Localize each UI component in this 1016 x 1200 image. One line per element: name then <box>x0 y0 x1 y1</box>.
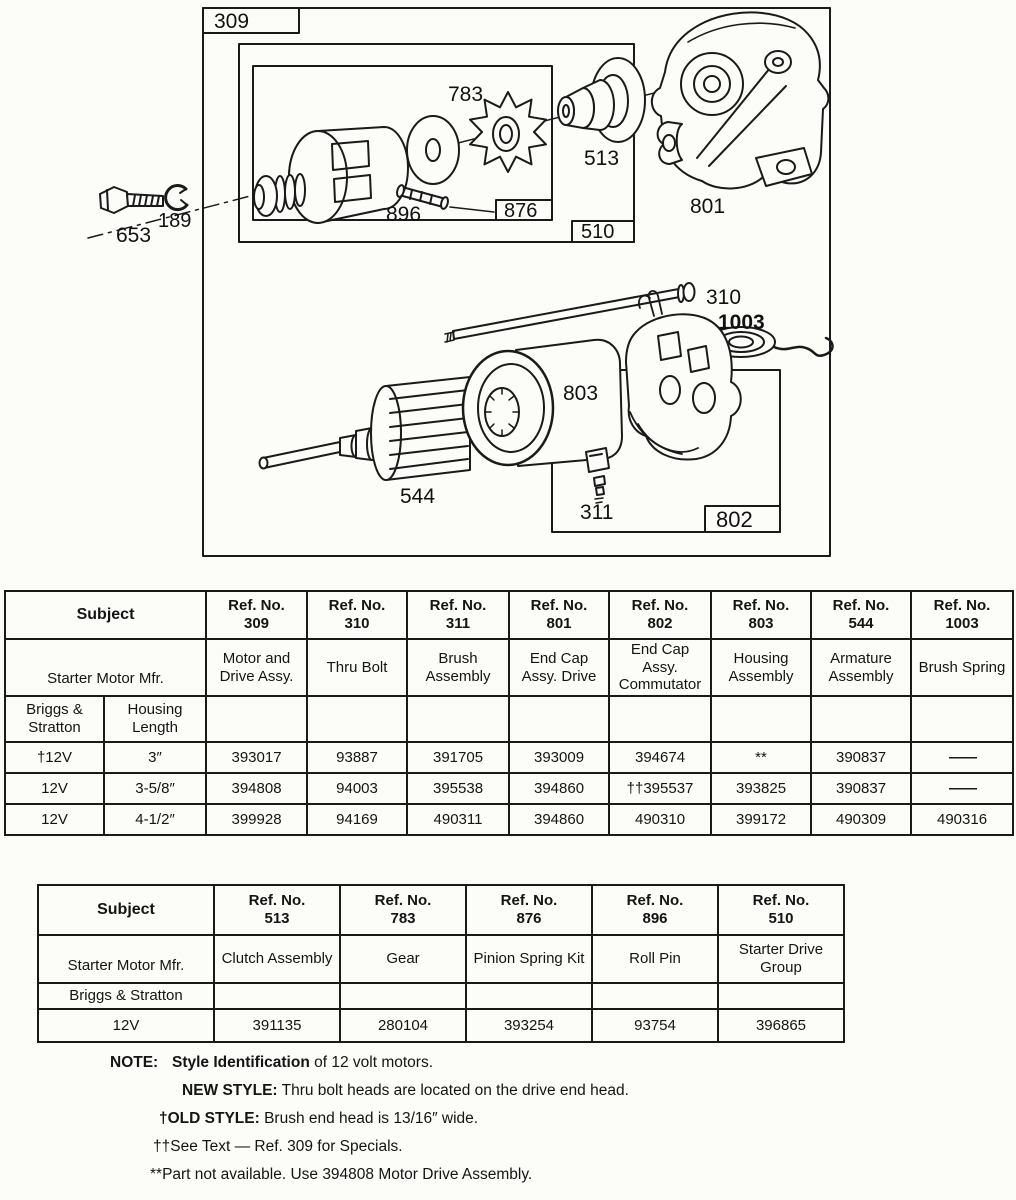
note-text: Thru bolt heads are located on the drive end head. <box>277 1082 629 1099</box>
table2-ref-header-783: Ref. No. 783 <box>340 885 466 935</box>
voltage-cell: 12V <box>5 773 104 804</box>
table1-desc-309: Motor and Drive Assy. <box>206 639 307 696</box>
callout-310: 310 <box>706 286 742 309</box>
clutch-assembly-513 <box>558 58 645 142</box>
table1-ref-header-802: Ref. No. 802 <box>609 591 711 639</box>
callout-311: 311 <box>580 501 614 524</box>
table2-desc-896: Roll Pin <box>592 935 718 983</box>
note-text: ††See Text — Ref. 309 for Specials. <box>153 1138 403 1155</box>
table2-ref-header-510: Ref. No. 510 <box>718 885 844 935</box>
empty-cell <box>307 696 407 742</box>
empty-cell <box>214 983 340 1009</box>
part-number-cell: —— <box>911 742 1013 773</box>
part-number-cell: 93754 <box>592 1009 718 1042</box>
clutch-housing <box>254 127 408 223</box>
armature-544 <box>260 377 471 480</box>
note-old-style <box>159 1110 850 1128</box>
empty-cell <box>811 696 911 742</box>
part-number-cell: 393825 <box>711 773 811 804</box>
part-number-cell: 94003 <box>307 773 407 804</box>
part-number-cell: 490310 <box>609 804 711 835</box>
housing-length-cell: 3″ <box>104 742 206 773</box>
part-number-cell: 391135 <box>214 1009 340 1042</box>
empty-cell <box>609 696 711 742</box>
part-number-cell: 93887 <box>307 742 407 773</box>
callout-896: 896 <box>386 203 422 226</box>
end-cap-drive-801 <box>652 12 829 188</box>
empty-cell <box>911 696 1013 742</box>
note-bold-text: NEW STYLE: <box>182 1082 278 1099</box>
table1-ref-header-803: Ref. No. 803 <box>711 591 811 639</box>
voltage-cell: †12V <box>5 742 104 773</box>
note-text: of 12 volt motors. <box>309 1054 434 1071</box>
empty-cell <box>509 696 609 742</box>
exploded-diagram <box>0 0 1016 585</box>
note-text: **Part not available. Use 394808 Motor Drive Assembly. <box>150 1166 533 1183</box>
table1-mfr-label: Starter Motor Mfr. <box>5 639 206 696</box>
table1-ref-header-311: Ref. No. 311 <box>407 591 509 639</box>
empty-cell <box>718 983 844 1009</box>
callout-783: 783 <box>448 83 484 106</box>
table-row <box>5 742 1013 773</box>
note-bold-text: Style Identification <box>172 1054 310 1071</box>
note-new-style <box>182 1082 850 1100</box>
part-number-cell: 393017 <box>206 742 307 773</box>
part-number-cell: 399172 <box>711 804 811 835</box>
callout-544: 544 <box>400 485 436 508</box>
voltage-cell: 12V <box>5 804 104 835</box>
callout-513: 513 <box>584 147 620 170</box>
retainer-clip-189 <box>166 186 187 210</box>
part-number-cell: 394860 <box>509 804 609 835</box>
callout-309: 309 <box>214 10 250 33</box>
empty-cell <box>592 983 718 1009</box>
table2-ref-header-896: Ref. No. 896 <box>592 885 718 935</box>
washer <box>407 116 459 184</box>
note-part-not-available <box>150 1166 850 1184</box>
table2-desc-513: Clutch Assembly <box>214 935 340 983</box>
voltage-cell: 12V <box>38 1009 214 1042</box>
empty-cell <box>407 696 509 742</box>
part-number-cell: 490309 <box>811 804 911 835</box>
callout-189: 189 <box>158 210 192 232</box>
part-number-cell: —— <box>911 773 1013 804</box>
part-number-cell: 399928 <box>206 804 307 835</box>
part-number-cell: 490311 <box>407 804 509 835</box>
part-number-cell: 391705 <box>407 742 509 773</box>
table1-ref-header-1003: Ref. No. 1003 <box>911 591 1013 639</box>
table1-housing-length-header: Housing Length <box>104 696 206 742</box>
table-row <box>38 1009 844 1042</box>
brush-311 <box>586 448 609 503</box>
table1-ref-header-801: Ref. No. 801 <box>509 591 609 639</box>
table2-desc-783: Gear <box>340 935 466 983</box>
table-row <box>5 773 1013 804</box>
callout-876: 876 <box>504 200 538 222</box>
table1-subject-header: Subject <box>5 591 206 639</box>
note-style-identification <box>110 1054 850 1072</box>
table1-desc-1003: Brush Spring <box>911 639 1013 696</box>
table-row <box>5 804 1013 835</box>
part-number-cell: ** <box>711 742 811 773</box>
table1-desc-801: End Cap Assy. Drive <box>509 639 609 696</box>
empty-cell <box>340 983 466 1009</box>
empty-cell <box>206 696 307 742</box>
table2-ref-header-876: Ref. No. 876 <box>466 885 592 935</box>
part-number-cell: 94169 <box>307 804 407 835</box>
callout-510: 510 <box>581 221 615 243</box>
callout-801: 801 <box>690 195 726 218</box>
empty-cell <box>711 696 811 742</box>
footnotes <box>110 1054 850 1194</box>
part-number-cell: 280104 <box>340 1009 466 1042</box>
table1-ref-header-309: Ref. No. 309 <box>206 591 307 639</box>
callout-653: 653 <box>116 224 152 247</box>
table2-desc-876: Pinion Spring Kit <box>466 935 592 983</box>
table2-desc-510: Starter Drive Group <box>718 935 844 983</box>
parts-table-main <box>4 590 1014 836</box>
table1-ref-header-310: Ref. No. 310 <box>307 591 407 639</box>
bolt-653 <box>100 187 163 213</box>
empty-cell <box>466 983 592 1009</box>
part-number-cell: 394860 <box>509 773 609 804</box>
table1-desc-803: Housing Assembly <box>711 639 811 696</box>
note-bold-text: †OLD STYLE: <box>159 1110 260 1127</box>
table2-brand-header: Briggs & Stratton <box>38 983 214 1009</box>
parts-table-secondary <box>37 884 845 1043</box>
part-number-cell: ††395537 <box>609 773 711 804</box>
table1-desc-310: Thru Bolt <box>307 639 407 696</box>
housing-length-cell: 4-1/2″ <box>104 804 206 835</box>
note-see-text <box>153 1138 850 1156</box>
note-text: Brush end head is 13/16″ wide. <box>259 1110 479 1127</box>
part-number-cell: 390837 <box>811 773 911 804</box>
table1-brand-header: Briggs & Stratton <box>5 696 104 742</box>
table2-ref-header-513: Ref. No. 513 <box>214 885 340 935</box>
part-number-cell: 394674 <box>609 742 711 773</box>
table1-desc-544: Armature Assembly <box>811 639 911 696</box>
housing-803 <box>463 340 622 466</box>
part-number-cell: 394808 <box>206 773 307 804</box>
callout-803: 803 <box>563 382 599 405</box>
callout-802: 802 <box>716 507 753 532</box>
table1-desc-802: End Cap Assy. Commutator <box>609 639 711 696</box>
part-number-cell: 390837 <box>811 742 911 773</box>
table1-ref-header-544: Ref. No. 544 <box>811 591 911 639</box>
table2-subject-header: Subject <box>38 885 214 935</box>
part-number-cell: 396865 <box>718 1009 844 1042</box>
part-number-cell: 490316 <box>911 804 1013 835</box>
callout-1003: 1003 <box>718 311 765 334</box>
housing-length-cell: 3-5/8″ <box>104 773 206 804</box>
part-number-cell: 393254 <box>466 1009 592 1042</box>
table2-mfr-label: Starter Motor Mfr. <box>38 935 214 983</box>
note-heading: NOTE: <box>110 1054 159 1071</box>
table1-desc-311: Brush Assembly <box>407 639 509 696</box>
part-number-cell: 395538 <box>407 773 509 804</box>
part-number-cell: 393009 <box>509 742 609 773</box>
